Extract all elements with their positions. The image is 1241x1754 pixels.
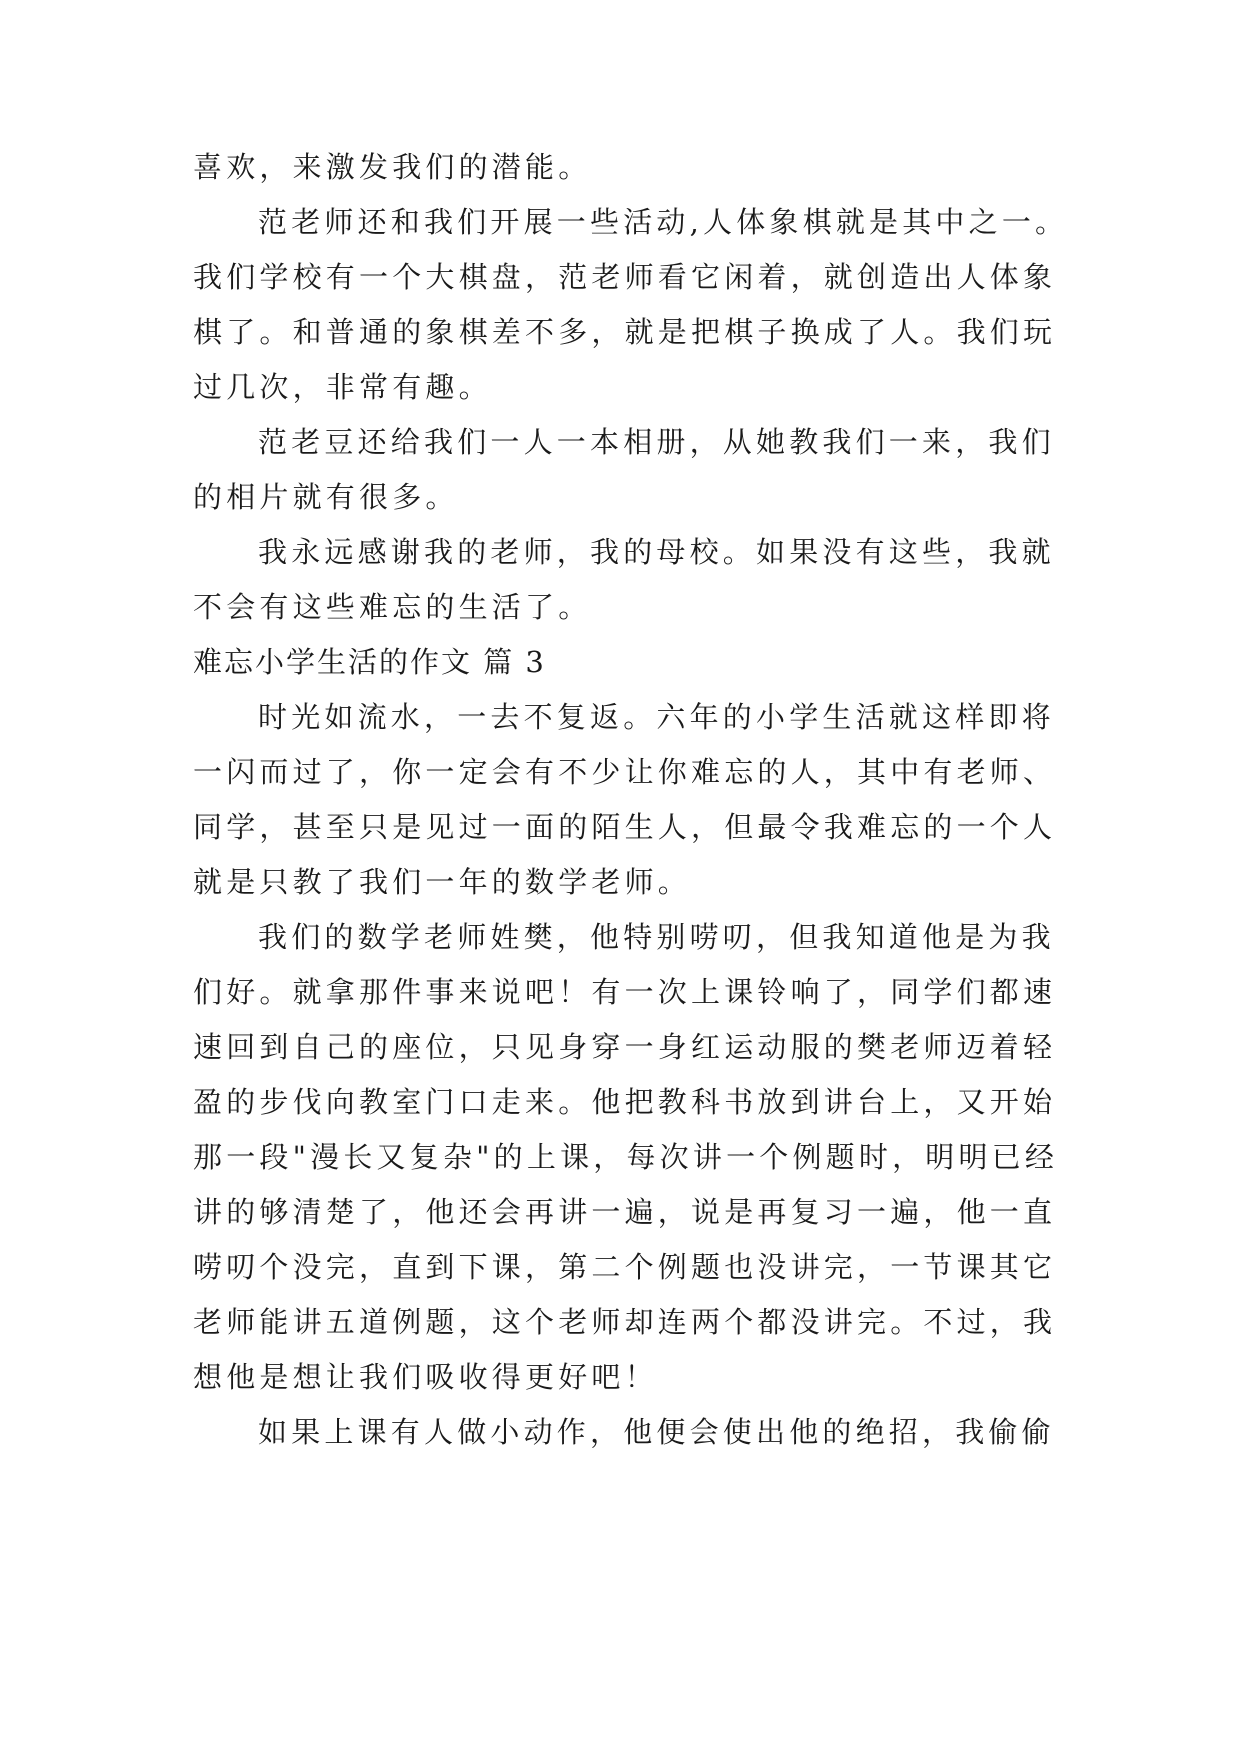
paragraph-line: 盈的步伐向教室门口走来。他把教科书放到讲台上，又开始 xyxy=(193,1085,1057,1119)
paragraph-line: 的相片就有很多。 xyxy=(193,480,459,514)
paragraph-line: 同学，甚至只是见过一面的陌生人，但最令我难忘的一个人 xyxy=(193,810,1057,844)
paragraph-line: 时光如流水，一去不复返。六年的小学生活就这样即将 xyxy=(258,700,1055,734)
paragraph-line: 棋了。和普通的象棋差不多，就是把棋子换成了人。我们玩 xyxy=(193,315,1057,349)
paragraph-line: 速回到自己的座位，只见身穿一身红运动服的樊老师迈着轻 xyxy=(193,1030,1057,1064)
paragraph-line: 过几次，非常有趣。 xyxy=(193,370,492,404)
paragraph-line: 那一段"漫长又复杂"的上课，每次讲一个例题时，明明已经 xyxy=(193,1140,1059,1174)
paragraph-line: 范老师还和我们开展一些活动,人体象棋就是其中之一。 xyxy=(258,205,1069,239)
paragraph-line: 我们学校有一个大棋盘，范老师看它闲着，就创造出人体象 xyxy=(193,260,1057,294)
paragraph-line: 我永远感谢我的老师，我的母校。如果没有这些，我就 xyxy=(258,535,1055,569)
paragraph-line: 一闪而过了，你一定会有不少让你难忘的人，其中有老师、 xyxy=(193,755,1057,789)
paragraph-line: 们好。就拿那件事来说吧！有一次上课铃响了，同学们都速 xyxy=(193,975,1057,1009)
section-heading: 难忘小学生活的作文 篇 3 xyxy=(193,645,546,679)
paragraph-line: 想他是想让我们吸收得更好吧！ xyxy=(193,1360,658,1394)
paragraph-line: 我们的数学老师姓樊，他特别唠叨，但我知道他是为我 xyxy=(258,920,1055,954)
paragraph-line: 就是只教了我们一年的数学老师。 xyxy=(193,865,692,899)
paragraph-line: 老师能讲五道例题，这个老师却连两个都没讲完。不过，我 xyxy=(193,1305,1057,1339)
paragraph-line: 不会有这些难忘的生活了。 xyxy=(193,590,592,624)
paragraph-line: 如果上课有人做小动作，他便会使出他的绝招，我偷偷 xyxy=(258,1415,1055,1449)
paragraph-line: 讲的够清楚了，他还会再讲一遍，说是再复习一遍，他一直 xyxy=(193,1195,1057,1229)
paragraph-line: 唠叨个没完，直到下课，第二个例题也没讲完，一节课其它 xyxy=(193,1250,1057,1284)
paragraph-line: 喜欢，来激发我们的潜能。 xyxy=(193,150,592,184)
paragraph-line: 范老豆还给我们一人一本相册，从她教我们一来，我们 xyxy=(258,425,1055,459)
